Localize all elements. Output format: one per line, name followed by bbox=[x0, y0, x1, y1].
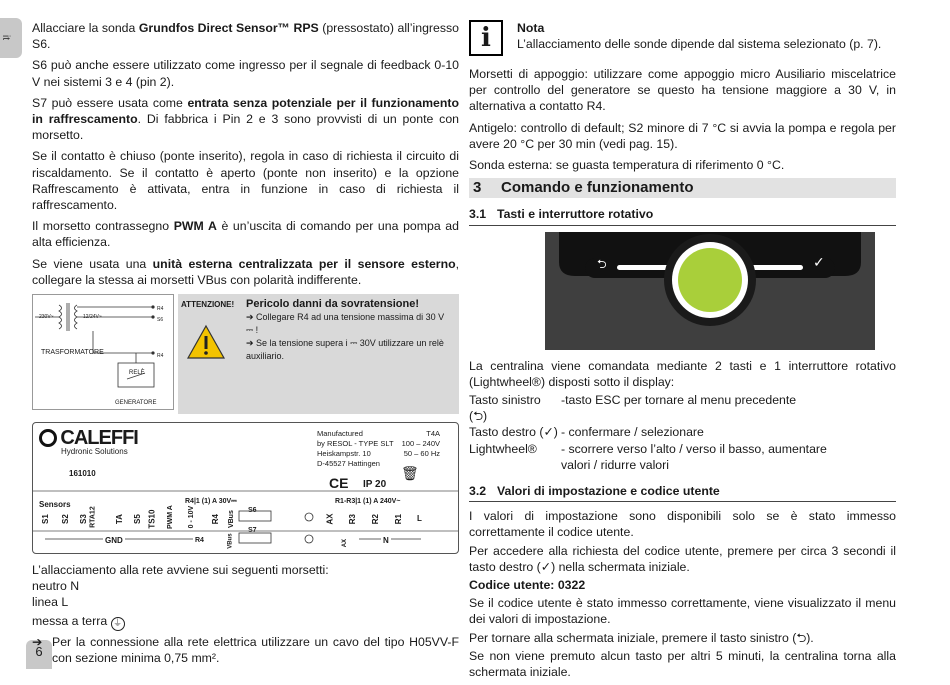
paragraph: linea L bbox=[32, 595, 69, 610]
paragraph: I valori di impostazione sono disponibili solo se è stato immesso correttamente il codice utente. bbox=[469, 509, 896, 540]
controller-keypad-image bbox=[545, 232, 875, 350]
generator-label: GENERATORE bbox=[115, 400, 157, 407]
back-key-icon: ⮌ bbox=[597, 256, 607, 271]
arrow-icon: ➔ bbox=[32, 634, 43, 649]
terminal-s2: S2 bbox=[60, 514, 70, 525]
info-icon: i bbox=[469, 20, 503, 56]
gnd-label: GND bbox=[103, 533, 125, 549]
terminal-ta: TA bbox=[114, 514, 124, 525]
voltage-in-label: 230V~ bbox=[39, 314, 54, 321]
section-heading: 3 Comando e funzionamento bbox=[469, 178, 896, 198]
s6-label: S6 bbox=[248, 507, 257, 515]
s7-label: S7 bbox=[248, 527, 257, 535]
rating-info: T4A 100 – 240V 50 – 60 Hz bbox=[401, 429, 440, 459]
note-title: Nota bbox=[517, 21, 545, 35]
terminal-strip bbox=[33, 423, 458, 553]
relay-label: RELÈ bbox=[129, 370, 145, 377]
paragraph: Per accedere alla richiesta del codice utente, premere per circa 3 secondi il tasto destro (✓) nella schermata iniziale. bbox=[469, 543, 896, 574]
warning-label: ATTENZIONE! bbox=[181, 300, 235, 310]
bottom-r4: R4 bbox=[195, 537, 204, 545]
paragraph: La centralina viene comandata mediante 2 tasti e 1 interruttore rotativo (Lightwheel®) disposti sotto il display: bbox=[469, 358, 896, 389]
paragraph: Se il codice utente è stato immesso correttamente, viene visualizzato il menu dei valori di impostazione. bbox=[469, 596, 896, 627]
r4-rating: R4|1 (1) A 30V⎓ bbox=[185, 498, 237, 506]
terminal-r2: R2 bbox=[371, 514, 381, 525]
confirm-key-icon: ✓ bbox=[813, 253, 825, 270]
ce-mark: CE bbox=[329, 475, 349, 492]
paragraph: messa a terra ⏚ bbox=[32, 613, 459, 631]
device-label-plate bbox=[32, 422, 459, 554]
key-row: Tasto destro (✓) - confermare / selezionare bbox=[469, 425, 704, 440]
terminal-r3: R3 bbox=[348, 514, 358, 525]
n-label: N bbox=[381, 533, 391, 549]
paragraph: S7 può essere usata come entrata senza potenziale per il funzionamento in raffrescamento. Di fabbrica i Pin 2 e 3 sono provvisti di un ponte con morsetto. bbox=[32, 95, 459, 143]
terminal-ts10: TS10 bbox=[147, 509, 157, 529]
ground-icon: ⏚ bbox=[111, 617, 125, 631]
terminal-0-10v: 0 - 10V bbox=[188, 505, 196, 529]
terminal-l: L bbox=[417, 514, 422, 524]
right-column bbox=[469, 20, 896, 685]
sensors-label: Sensors bbox=[39, 500, 71, 510]
key-list bbox=[469, 392, 896, 473]
terminal-vbus: VBus bbox=[227, 510, 235, 529]
paragraph: S6 può anche essere utilizzato come ingresso per il segnale di feedback 0-10 V nei sistemi 3 e 4 (pin 2). bbox=[32, 58, 459, 89]
terminal-rta12: RTA12 bbox=[89, 506, 97, 528]
voltage-out-label: 12/24V~ bbox=[83, 314, 102, 321]
paragraph: Per tornare alla schermata iniziale, premere il tasto sinistro (⮌). bbox=[469, 630, 814, 645]
paragraph: Sonda esterna: se guasta temperatura di riferimento 0 °C. bbox=[469, 158, 785, 173]
caleffi-logo: CALEFFI Hydronic Solutions 161010 bbox=[39, 429, 138, 482]
paragraph: neutro N bbox=[32, 579, 80, 594]
terminal-r4-top: R4 bbox=[157, 306, 164, 313]
transformer-diagram bbox=[32, 294, 174, 410]
key-row: Tasto sinistro (⮌) -tasto ESC per tornare al menu precedente bbox=[469, 393, 797, 424]
terminal-pwm: PWM A bbox=[166, 505, 174, 530]
terminal-r4-bottom: R4 bbox=[157, 353, 164, 360]
warning-title: Pericolo danni da sovratensione! bbox=[246, 298, 419, 311]
terminal-r4: R4 bbox=[211, 514, 221, 525]
r1r3-rating: R1-R3|1 (1) A 240V~ bbox=[335, 498, 401, 506]
warning-box bbox=[178, 294, 459, 414]
arrow-icon: ➔ bbox=[246, 338, 257, 349]
arrow-icon: ➔ bbox=[246, 312, 257, 323]
subsection-heading: 3.2 Valori di impostazione e codice utente bbox=[469, 483, 896, 502]
key-row: Lightwheel® - scorrere verso l’alto / verso il basso, aumentare valori / ridurre valori bbox=[469, 441, 827, 472]
note-text: L’allacciamento delle sonde dipende dal sistema selezionato (p. 7). bbox=[517, 37, 882, 52]
paragraph: Il morsetto contrassegno PWM A è un’uscita di comando per una pompa ad alta efficienza. bbox=[32, 219, 459, 250]
terminal-r1: R1 bbox=[394, 514, 404, 525]
bottom-ax: AX bbox=[342, 538, 349, 548]
bullet-item: ➔ Per la connessione alla rete elettrica utilizzare un cavo del tipo H05VV-F con sezione minima 0,75 mm². bbox=[32, 634, 459, 665]
note-box bbox=[469, 20, 896, 56]
controller-keypad-drawing bbox=[545, 232, 875, 350]
manufacturer-info: Manufactured by RESOL - TYPE SLT Heiskampstr. 10 D-45527 Hattingen bbox=[317, 429, 394, 469]
paragraph: Se il contatto è chiuso (ponte inserito), regola in caso di richiesta il circuito di riscaldamento. Se il contatto è aperto (ponte non inserito) e la opzione Raffrescamento è attivata, entra in funzione in caso di richiesta il raffrescamento. bbox=[32, 149, 459, 213]
paragraph: Se viene usata una unità esterna centralizzata per il sensore esterno, collegare la stessa ai morsetti VBus con polarità indifferente. bbox=[32, 256, 460, 287]
user-code: Codice utente: 0322 bbox=[469, 578, 586, 593]
paragraph: Allacciare la sonda Grundfos Direct Sensor™ RPS (pressostato) all’ingresso S6. bbox=[32, 21, 459, 52]
warning-triangle-icon bbox=[186, 324, 226, 360]
paragraph: Antigelo: controllo di default; S2 minore di 7 °C si avvia la pompa e regola per avere 20 °C per 30 min (vedi pag. 15). bbox=[469, 120, 896, 151]
warning-item: ➔ Se la tensione supera i ⎓ 30V utilizzare un relè auxiliario. bbox=[246, 338, 444, 362]
left-column bbox=[32, 20, 459, 671]
language-tab: it bbox=[0, 18, 22, 58]
terminal-s5: S5 bbox=[132, 514, 142, 525]
paragraph: Se non viene premuto alcun tasto per altri 5 minuti, la centralina torna alla schermata iniziale. bbox=[469, 648, 896, 680]
wiring-diagram-row bbox=[32, 294, 459, 414]
page-number: 6 bbox=[26, 640, 52, 669]
subsection-heading: 3.1 Tasti e interruttore rotativo bbox=[469, 206, 896, 225]
terminal-s6: S6 bbox=[157, 317, 164, 324]
terminal-s3: S3 bbox=[78, 514, 88, 525]
terminal-s1: S1 bbox=[40, 514, 50, 525]
weee-bin-icon: 🗑 bbox=[401, 465, 419, 482]
bottom-vbus: VBus bbox=[227, 533, 234, 549]
ip-rating: IP 20 bbox=[363, 479, 387, 491]
transformer-label: TRASFORMATORE bbox=[41, 349, 104, 357]
paragraph: L’allacciamento alla rete avviene sui seguenti morsetti: bbox=[32, 563, 329, 578]
paragraph: Morsetti di appoggio: utilizzare come appoggio micro Ausiliario miscelatrice per controllo del generatore se questo ha tensione maggiore a 30 V, in alternativa a contatto R4. bbox=[469, 67, 896, 114]
terminal-ax: AX bbox=[325, 513, 335, 525]
warning-item: ➔ Collegare R4 ad una tensione massima di 30 V ⎓ ! bbox=[246, 312, 445, 336]
